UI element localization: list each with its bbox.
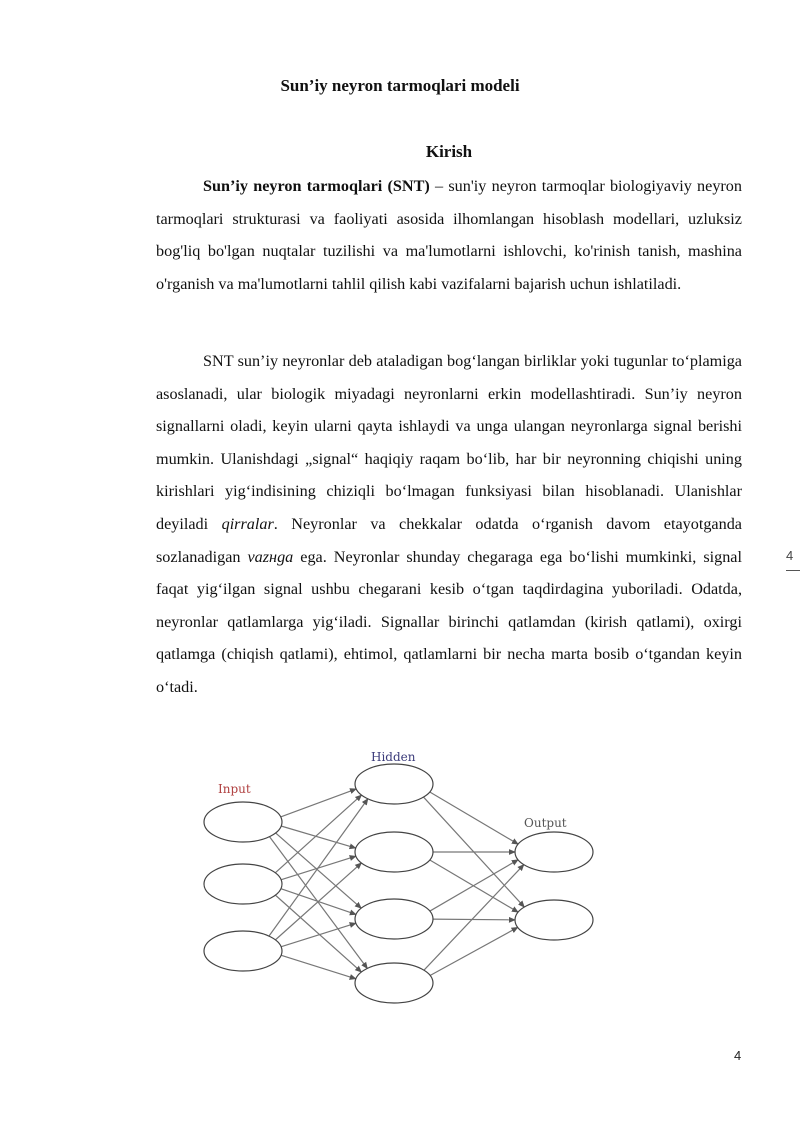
connection-arrow xyxy=(279,826,356,849)
hidden-node xyxy=(355,899,433,939)
hidden-node xyxy=(355,832,433,872)
hidden-layer-label: Hidden xyxy=(371,750,416,764)
term-snt: Sun’iy neyron tarmoqlari xyxy=(203,177,383,195)
section-heading: Kirish xyxy=(425,142,473,161)
output-layer-label: Output xyxy=(524,816,567,830)
paragraph-intro-text: – sun'iy neyron tarmoqlar biologiyaviy neyron tarmoqlari strukturasi va faoliyati asosida ilhomlangan hisoblash modellari, uzluksiz bog'liq bo'lgan nuqtalar tuzilishi va ma'lumotlarni ishlovchi, ko'rinish tanish, mashina o'rganish va ma'lumotlarni tahlil qilish kabi vazifalarni bajarish uchun ishlatiladi. xyxy=(156,177,742,293)
paragraph-snt-part3: ega. Neyronlar shunday chegaraga ega bo‘lishi mumkinki, signal faqat yig‘ilgan signal ushbu chegarani kesib o‘tgan taqdirdagina yuboriladi. Odatda, neyronlar qatlamlarga yig‘iladi. Signallar birinchi qatlamdan (kirish qatlami), oxirgi qatlamga (chiqish qatlami), ehtimol, qatlamlarni bir necha marta bosib o‘tgandan keyin o‘tadi. xyxy=(156,547,742,696)
hidden-node xyxy=(355,764,433,804)
term-abbr: (SNT) xyxy=(387,177,430,195)
paragraph-snt-part1: SNT sun’iy neyronlar deb ataladigan bog‘langan birliklar yoki tugunlar to‘plamiga asoslanadi, ular biologik miyadagi neyronlarni erkin modellashtiradi. Sun’iy neyron signallarni oladi, keyin ularni qayta ishlaydi va unga ulangan neyronlarga signal berishi mumkin. Ulanishdagi „signal“ haqiqiy raqam bo‘lib, har bir neyronning chiqishi uning kirishlari yig‘indisining chiziqli bo‘lmagan funksiyasi bilan hisoblanadi. Ulanishlar deyiladi xyxy=(156,352,742,533)
page-title: Sun’iy neyron tarmoqlari modeli xyxy=(280,76,520,95)
paragraph-snt xyxy=(156,345,742,704)
output-node xyxy=(515,900,593,940)
hidden-node xyxy=(355,963,433,1003)
connection-arrow xyxy=(423,864,525,972)
input-layer-label: Input xyxy=(218,782,251,796)
term-vaznga: vazнga xyxy=(247,547,294,566)
connection-arrow xyxy=(279,955,356,979)
input-node xyxy=(204,931,282,971)
side-page-marker: 4 xyxy=(786,548,794,563)
input-node xyxy=(204,802,282,842)
neural-network-diagram xyxy=(196,745,606,1015)
connection-arrow xyxy=(268,798,369,938)
connection-arrow xyxy=(431,919,516,920)
connection-arrow xyxy=(274,894,362,973)
side-marker-line xyxy=(786,570,800,571)
connection-arrow xyxy=(274,862,362,941)
paragraph-intro xyxy=(156,170,742,300)
paragraph-snt-part2: . Neyronlar va chekkalar odatda o‘rganish davom etayotganda sozlanadigan xyxy=(156,514,742,566)
connection-arrow xyxy=(279,789,357,818)
term-qirralar: qirralar xyxy=(221,514,274,533)
network-nodes xyxy=(204,764,593,1003)
connection-arrow xyxy=(274,794,362,874)
connection-arrow xyxy=(274,832,362,909)
page-number: 4 xyxy=(734,1048,742,1063)
input-node xyxy=(204,864,282,904)
output-node xyxy=(515,832,593,872)
connection-edges xyxy=(268,789,525,979)
